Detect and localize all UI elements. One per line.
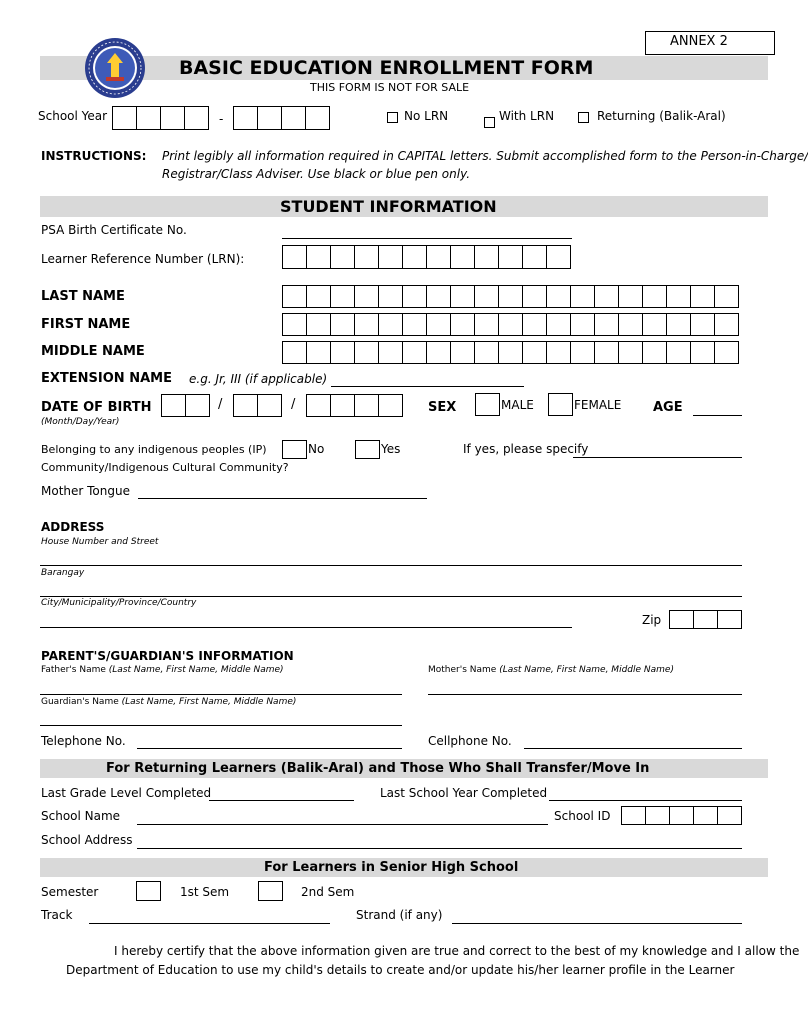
instructions-line2: Registrar/Class Adviser. Use black or blue pen only. [162,167,471,181]
dob-year-boxes[interactable] [306,394,403,417]
lrn-label: Learner Reference Number (LRN): [41,252,245,266]
middle-name-label: MIDDLE NAME [41,344,145,359]
guardian-name-prefix: Guardian's Name [41,697,122,707]
school-id-label: School ID [554,809,611,823]
ip-no-checkbox[interactable] [282,440,307,459]
with-lrn-checkbox[interactable] [484,117,495,128]
certification-line1: I hereby certify that the above information given are true and correct to the best of my knowledge and I allow the [114,944,800,958]
female-checkbox[interactable] [548,393,573,416]
certification-line2: Department of Education to use my child's details to create and/or update his/her learner profile in the Learner [66,963,735,977]
school-address-label: School Address [41,833,133,847]
annex-label: ANNEX 2 [645,31,775,55]
returning-checkbox[interactable] [578,112,589,123]
ip-yes-checkbox[interactable] [355,440,380,459]
school-year-label: School Year [38,109,108,123]
telephone-field[interactable] [137,748,402,749]
form-title: BASIC EDUCATION ENROLLMENT FORM [179,57,594,79]
ip-question-line1: Belonging to any indigenous peoples (IP) [41,443,267,456]
student-info-heading: STUDENT INFORMATION [280,197,497,216]
school-name-label: School Name [41,809,121,823]
strand-field[interactable] [452,923,742,924]
dob-day-boxes[interactable] [233,394,282,417]
extension-name-field[interactable] [331,386,524,387]
sem2-label: 2nd Sem [301,885,355,899]
deped-seal [84,37,146,99]
telephone-label: Telephone No. [41,734,126,748]
middle-name-boxes[interactable] [282,341,739,364]
instructions-label: INSTRUCTIONS: [41,149,147,163]
city-field[interactable] [40,627,572,628]
no-lrn-checkbox[interactable] [387,112,398,123]
female-label: FEMALE [574,398,622,412]
ip-question-line2: Community/Indigenous Cultural Community? [41,461,289,474]
city-label: City/Municipality/Province/Country [41,598,197,608]
last-name-boxes[interactable] [282,285,739,308]
dob-slash-2: / [291,397,296,412]
mother-name-prefix: Mother's Name [428,665,500,675]
ip-no-label: No [308,442,325,456]
father-name-field[interactable] [40,694,402,695]
guardian-name-label [41,697,296,707]
sem1-label: 1st Sem [180,885,230,899]
extension-name-hint: e.g. Jr, III (if applicable) [189,372,328,386]
last-grade-field[interactable] [209,800,354,801]
barangay-field[interactable] [40,596,742,597]
father-name-prefix: Father's Name [41,665,109,675]
last-name-label: LAST NAME [41,289,125,304]
zip-label: Zip [642,613,662,627]
house-street-label: House Number and Street [41,537,159,547]
parents-heading: PARENT'S/GUARDIAN'S INFORMATION [41,649,294,663]
sem2-checkbox[interactable] [258,881,283,901]
psa-field[interactable] [282,238,572,239]
school-year-end-boxes[interactable] [233,106,330,130]
dob-slash-1: / [218,397,223,412]
dob-month-boxes[interactable] [161,394,210,417]
sem1-checkbox[interactable] [136,881,161,901]
psa-label: PSA Birth Certificate No. [41,223,187,237]
semester-label: Semester [41,885,99,899]
last-sy-label: Last School Year Completed [380,786,548,800]
with-lrn-label: With LRN [499,109,555,123]
barangay-label: Barangay [41,568,85,578]
school-year-start-boxes[interactable] [112,106,209,130]
school-address-field[interactable] [137,848,742,849]
mother-name-field[interactable] [428,694,742,695]
last-grade-label: Last Grade Level Completed [41,786,212,800]
cellphone-label: Cellphone No. [428,734,512,748]
dob-label: DATE OF BIRTH [41,400,152,415]
cellphone-field[interactable] [524,748,742,749]
instructions-line1: Print legibly all information required in CAPITAL letters. Submit accomplished form to the Person-in-Charge/ [162,149,808,163]
first-name-label: FIRST NAME [41,317,131,332]
house-street-field[interactable] [40,565,742,566]
mother-name-hint: (Last Name, First Name, Middle Name) [499,665,674,675]
male-checkbox[interactable] [475,393,500,416]
father-name-label [41,665,284,675]
sex-label: SEX [428,400,457,415]
school-name-field[interactable] [137,824,548,825]
extension-name-label: EXTENSION NAME [41,371,172,386]
last-sy-field[interactable] [549,800,742,801]
track-label: Track [41,908,73,922]
age-label: AGE [653,400,683,415]
ip-specify-field[interactable] [573,457,742,458]
ip-specify-label: If yes, please specify [463,442,589,456]
first-name-boxes[interactable] [282,313,739,336]
strand-label: Strand (if any) [356,908,443,922]
zip-boxes[interactable] [669,610,742,629]
address-heading: ADDRESS [41,520,105,534]
returning-label: Returning (Balik-Aral) [597,109,726,123]
school-id-boxes[interactable] [621,806,742,825]
returning-heading: For Returning Learners (Balik-Aral) and Those Who Shall Transfer/Move In [106,761,650,776]
form-subtitle: THIS FORM IS NOT FOR SALE [310,81,470,94]
age-field[interactable] [693,415,742,416]
guardian-name-hint: (Last Name, First Name, Middle Name) [121,697,297,707]
ip-yes-label: Yes [381,442,401,456]
lrn-boxes[interactable] [282,245,571,269]
male-label: MALE [501,398,534,412]
track-field[interactable] [89,923,330,924]
mother-tongue-field[interactable] [138,498,427,499]
guardian-name-field[interactable] [40,725,402,726]
school-year-dash: - [219,112,224,126]
mother-name-label [428,665,674,675]
dob-hint: (Month/Day/Year) [41,417,120,427]
mother-tongue-label: Mother Tongue [41,484,130,498]
father-name-hint: (Last Name, First Name, Middle Name) [108,665,284,675]
shs-heading: For Learners in Senior High School [264,860,519,875]
no-lrn-label: No LRN [404,109,449,123]
